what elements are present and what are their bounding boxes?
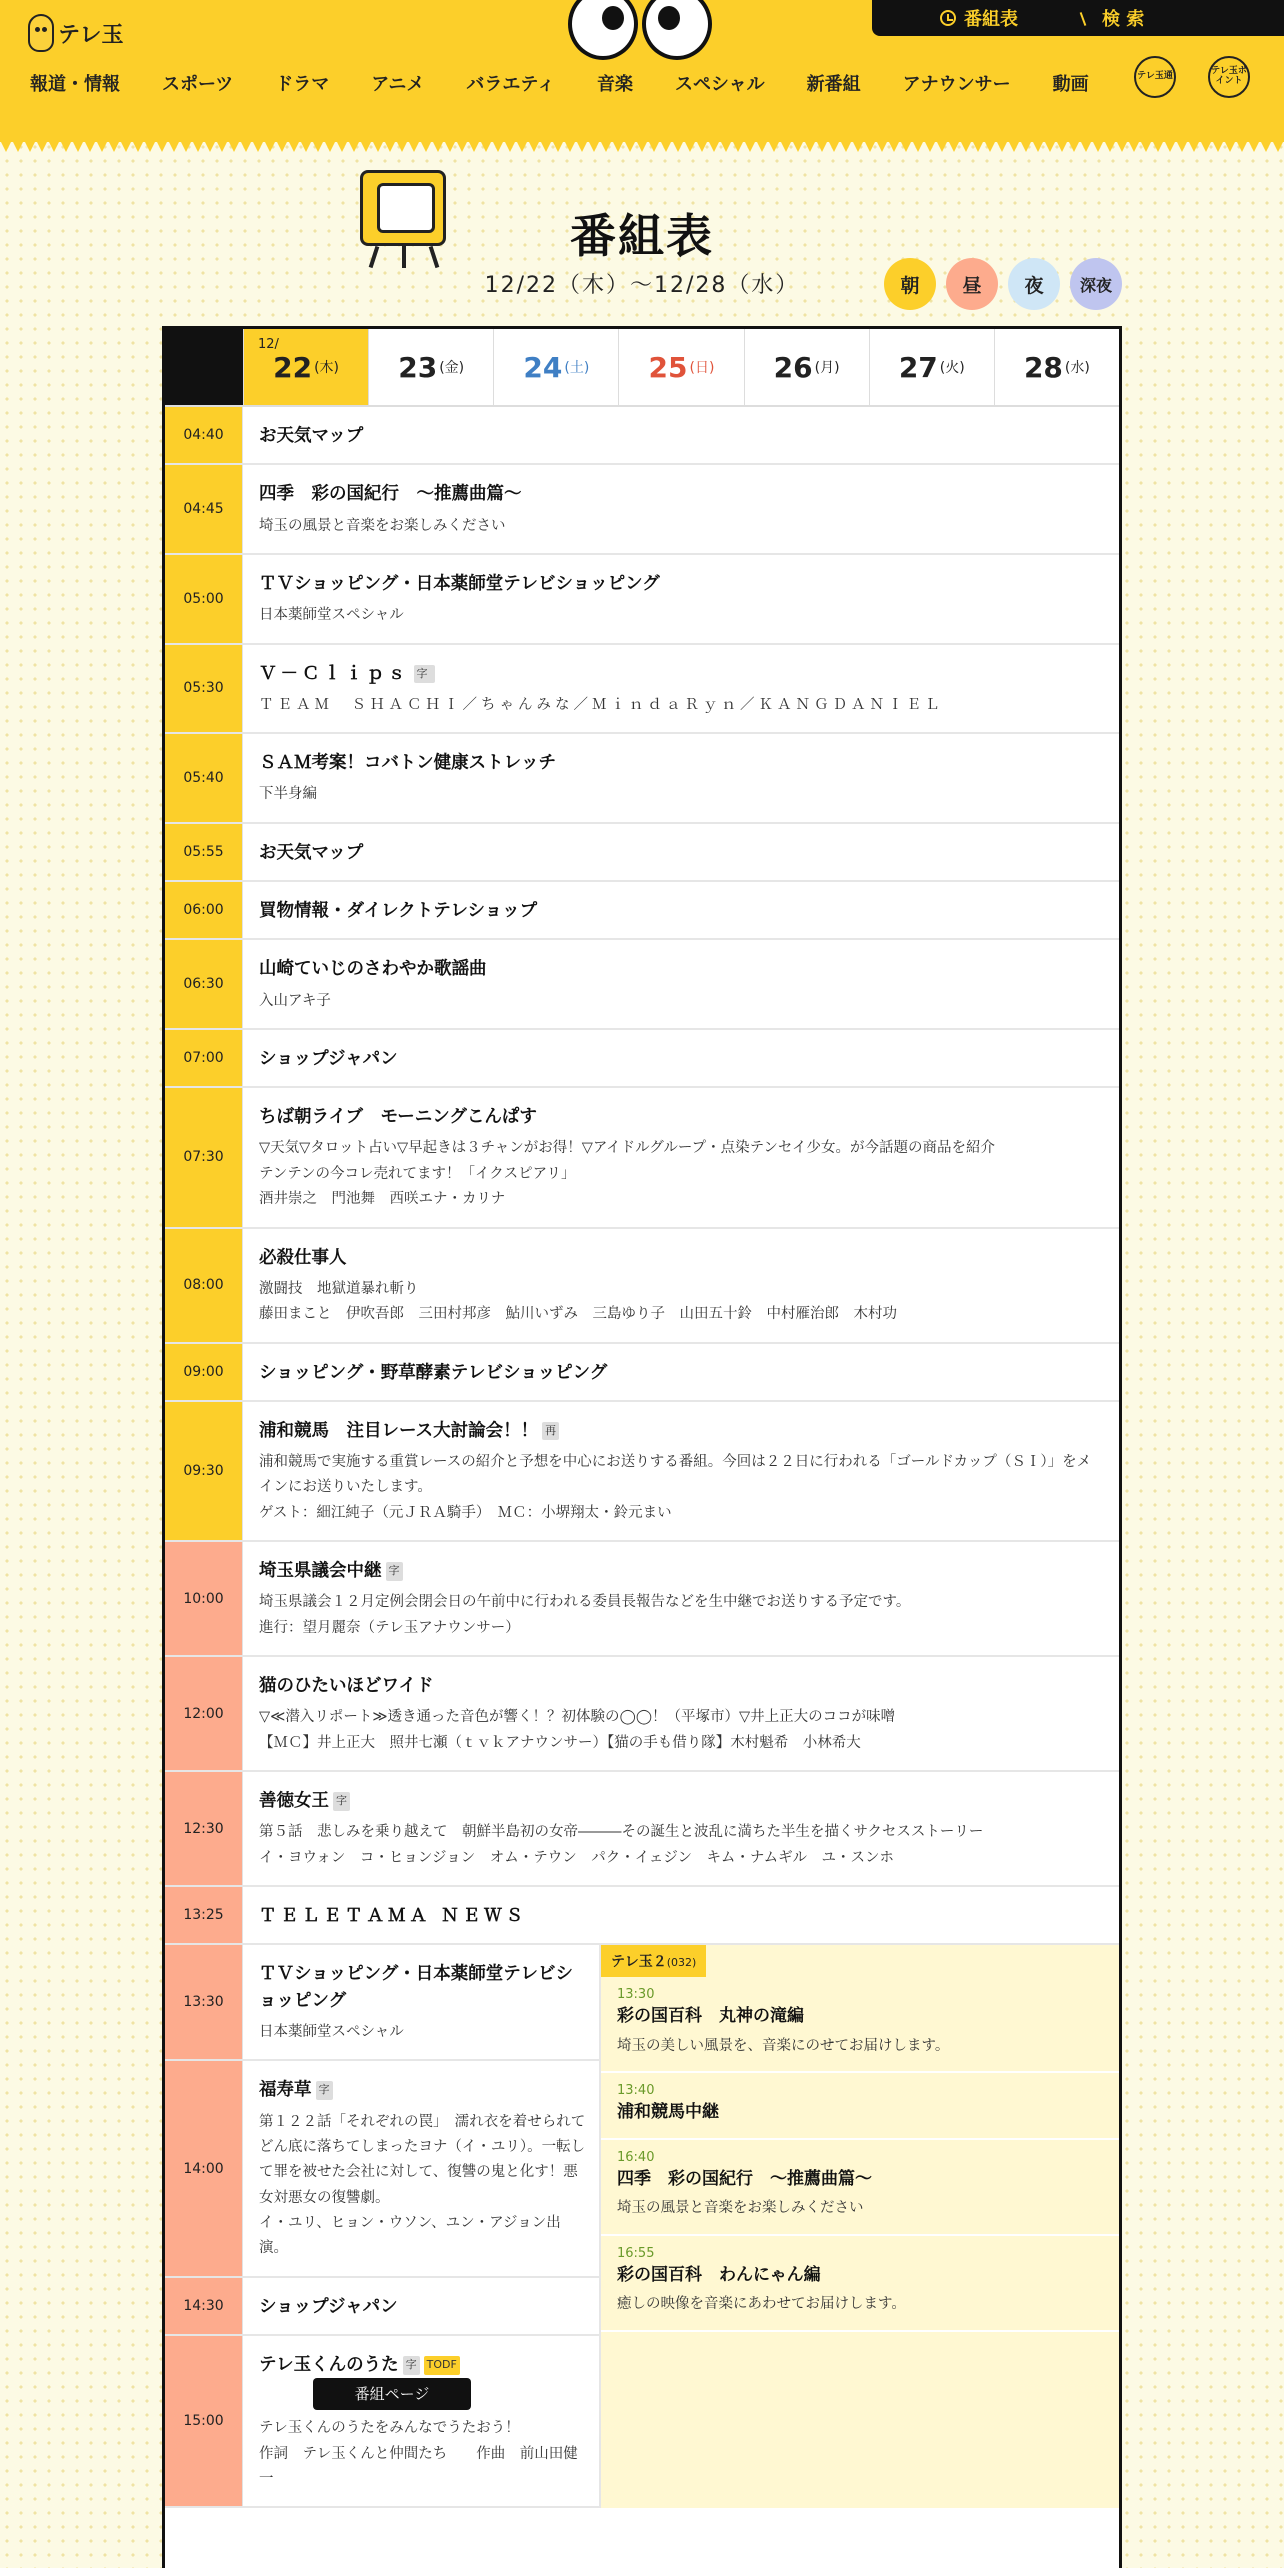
- sub-item-description: 埼玉の美しい風景を、音楽にのせてお届けします。: [617, 2037, 950, 2054]
- day-weekday: (月): [814, 360, 840, 376]
- sub-item-time: 16:40: [617, 2149, 655, 2165]
- program-title[interactable]: [259, 423, 1103, 449]
- program-title-text: 埼玉県議会中継: [259, 1561, 382, 1582]
- logo-text: テレ玉: [58, 22, 124, 48]
- nav-item-3[interactable]: アニメ: [371, 74, 425, 95]
- sub-item-title[interactable]: 彩の国百科 わんにゃん編: [617, 2264, 821, 2285]
- program-title-text: お天気マップ: [259, 426, 364, 446]
- day-number: 26: [773, 350, 813, 384]
- teletama-tsu-icon[interactable]: テレ玉通: [1134, 56, 1176, 98]
- program-title[interactable]: [259, 2294, 589, 2320]
- nav-item-2[interactable]: ドラマ: [275, 74, 330, 95]
- day-weekday: (金): [439, 360, 465, 376]
- program-row[interactable]: [165, 1657, 1119, 1772]
- program-time: 07:00: [165, 1030, 243, 1086]
- sub-item-description: 埼玉の風景と音楽をお楽しみください: [617, 2200, 864, 2217]
- program-description: 入山アキ子: [259, 992, 331, 1009]
- program-time: 08:00: [165, 1229, 243, 1342]
- caption-badge: 字: [333, 1792, 350, 1811]
- sub-channel-label: テレ玉２(032): [601, 1945, 706, 1977]
- teletama-point-icon[interactable]: テレ玉ポイント: [1208, 56, 1250, 98]
- program-row[interactable]: [165, 1344, 1119, 1402]
- program-cell[interactable]: [243, 1542, 1119, 1655]
- program-time: 07:30: [165, 1088, 243, 1226]
- tag-badge: TODF: [424, 2356, 460, 2375]
- day-weekday: (日): [689, 360, 715, 376]
- day-number: 24: [523, 350, 563, 384]
- day-tab-25[interactable]: [618, 329, 743, 405]
- clock-icon: [940, 10, 956, 26]
- program-title[interactable]: [259, 481, 1103, 507]
- program-title[interactable]: [259, 571, 1103, 597]
- program-page-button[interactable]: 番組ページ: [313, 2378, 471, 2410]
- program-time: 12:30: [165, 1772, 243, 1885]
- program-row[interactable]: [165, 1772, 1119, 1887]
- program-cell[interactable]: [243, 824, 1119, 880]
- program-title-text: 必殺仕事人: [259, 1247, 347, 1268]
- day-tab-22[interactable]: [243, 329, 368, 405]
- sub-channel-column: [601, 1945, 1119, 2508]
- sub-item-title[interactable]: 浦和競馬中継: [617, 2102, 719, 2123]
- program-row[interactable]: [165, 940, 1119, 1030]
- program-cell[interactable]: [243, 407, 1119, 463]
- program-time: 05:30: [165, 645, 243, 733]
- day-weekday: (火): [939, 360, 965, 376]
- program-title[interactable]: [259, 1903, 1103, 1929]
- program-title[interactable]: [259, 750, 1103, 776]
- program-title-text: ＴＶショッピング・日本薬師堂テレビショッピング: [259, 1964, 573, 2011]
- program-title[interactable]: [259, 1418, 1103, 1444]
- program-time: 12:00: [165, 1657, 243, 1770]
- site-header: [0, 0, 1284, 142]
- program-cell[interactable]: [243, 1030, 1119, 1086]
- nav-item-5[interactable]: 音楽: [596, 74, 633, 95]
- day-number: 28: [1023, 350, 1063, 384]
- search-button[interactable]: 検 索: [1078, 5, 1144, 31]
- program-description: 激闘技 地獄道暴れ斬り 藤田まこと 伊吹吾郎 三田村邦彦 鮎川いずみ 三島ゆり子 山田五十鈴 中村雁治郎 木村功: [259, 1280, 897, 1323]
- site-logo[interactable]: [28, 14, 124, 52]
- time-button-0[interactable]: 朝: [884, 258, 936, 310]
- program-cell[interactable]: [243, 1088, 1119, 1226]
- nav-item-7[interactable]: 新番組: [806, 74, 861, 95]
- program-row[interactable]: [165, 1030, 1119, 1088]
- day-tab-28[interactable]: [994, 329, 1119, 405]
- sub-item-description: 癒しの映像を音楽にあわせてお届けします。: [617, 2296, 906, 2313]
- program-cell[interactable]: [243, 1945, 599, 2059]
- day-tab-24[interactable]: [493, 329, 618, 405]
- program-table: [162, 326, 1122, 2568]
- program-cell[interactable]: [243, 1657, 1119, 1770]
- day-number: 25: [648, 350, 688, 384]
- schedule-rows: [165, 407, 1119, 1945]
- program-row[interactable]: [165, 1402, 1119, 1542]
- program-time: 05:00: [165, 555, 243, 643]
- program-time: 13:25: [165, 1887, 243, 1943]
- program-title[interactable]: [259, 898, 1103, 924]
- day-weekday: (木): [314, 360, 340, 376]
- day-tab-26[interactable]: [744, 329, 869, 405]
- program-cell[interactable]: [243, 734, 1119, 822]
- program-description: ▽天気▽タロット占い▽早起きは３チャンがお得！▽アイドルグループ・点染テンセイ少女。が今話題の商品を紹介 テンテンの今コレ売れてます！「イクスピアリ」 酒井崇之 門池舞 西咲エナ・カリナ: [259, 1140, 995, 1208]
- program-time: 06:00: [165, 882, 243, 938]
- program-title-text: ショッピング・野草酵素テレビショッピング: [259, 1362, 608, 1383]
- main-nav: [30, 70, 1131, 96]
- program-title[interactable]: [259, 1104, 1103, 1130]
- split-schedule: [165, 1945, 1119, 2508]
- program-row[interactable]: [165, 2336, 601, 2508]
- program-time: 04:45: [165, 465, 243, 553]
- program-title-text: ＳＡＭ考案！コバトン健康ストレッチ: [259, 753, 556, 774]
- program-description: 第１２２話「それぞれの罠」 濡れ衣を着せられてどん底に落ちてしまったヨナ（イ・ユリ）。一転して罪を被せた会社に対して、復讐の鬼と化す！悪女対悪女の復讐劇。 イ・ユリ、ヒョン・ウソン、ユン・アジョン出演。: [259, 2113, 586, 2257]
- program-time: 14:30: [165, 2278, 243, 2334]
- nav-item-9[interactable]: 動画: [1052, 74, 1089, 95]
- program-cell[interactable]: [243, 465, 1119, 553]
- program-title[interactable]: [259, 1961, 589, 2014]
- caption-badge: 字: [316, 2081, 333, 2100]
- sub-channel-item[interactable]: [601, 1977, 1119, 2073]
- program-title-text: 浦和競馬 注目レース大討論会！！: [259, 1420, 539, 1441]
- program-cell[interactable]: [243, 1229, 1119, 1342]
- program-cell[interactable]: [243, 1344, 1119, 1400]
- sub-item-time: 16:55: [617, 2245, 655, 2261]
- sub-channel-item[interactable]: [601, 2236, 1119, 2332]
- program-description: 浦和競馬で実施する重賞レースの紹介と予想を中心にお送りする番組。今回は２２日に行われる「ゴールドカップ（ＳＩ）」をメインにお送りいたします。 ゲスト：細江純子（元ＪＲＡ騎手） ＭＣ：小堺翔太・鈴元まい: [259, 1454, 1092, 1521]
- program-row[interactable]: [165, 1229, 1119, 1344]
- nav-item-1[interactable]: スポーツ: [162, 74, 234, 95]
- caption-badge: 字: [414, 665, 435, 684]
- caption-badge: 字: [403, 2356, 420, 2375]
- day-tab-27[interactable]: [869, 329, 994, 405]
- program-row[interactable]: [165, 1887, 1119, 1945]
- program-title[interactable]: [259, 661, 1103, 687]
- nav-item-6[interactable]: スペシャル: [674, 74, 765, 95]
- program-title[interactable]: [259, 1788, 1103, 1814]
- program-title[interactable]: [259, 2077, 589, 2103]
- program-title[interactable]: [259, 1673, 1103, 1699]
- program-row[interactable]: [165, 824, 1119, 882]
- time-button-1[interactable]: 昼: [946, 258, 998, 310]
- program-row[interactable]: [165, 645, 1119, 735]
- sub-item-title[interactable]: 四季 彩の国紀行 ～推薦曲篇～: [617, 2168, 872, 2189]
- day-weekday: (水): [1064, 360, 1090, 376]
- nav-item-8[interactable]: アナウンサー: [902, 74, 1011, 95]
- day-month: 12/: [258, 337, 279, 352]
- program-title-text: 善徳女王: [259, 1791, 329, 1812]
- program-cell[interactable]: [243, 2278, 599, 2334]
- time-button-3[interactable]: 深夜: [1070, 258, 1122, 310]
- day-number: 27: [898, 350, 938, 384]
- program-title-text: 福寿草: [259, 2080, 312, 2101]
- program-time: 09:30: [165, 1402, 243, 1540]
- program-row[interactable]: [165, 2061, 601, 2278]
- program-cell[interactable]: [243, 940, 1119, 1028]
- program-title-text: 買物情報・ダイレクトテレショップ: [259, 901, 538, 921]
- program-title[interactable]: [259, 1245, 1103, 1271]
- program-cell[interactable]: [243, 882, 1119, 938]
- program-row[interactable]: [165, 2278, 601, 2336]
- time-button-2[interactable]: 夜: [1008, 258, 1060, 310]
- sub-channel-item[interactable]: [601, 2073, 1119, 2140]
- program-cell[interactable]: [243, 645, 1119, 733]
- program-time: 13:30: [165, 1945, 243, 2059]
- program-time: 14:00: [165, 2061, 243, 2276]
- program-row[interactable]: [165, 465, 1119, 555]
- program-cell[interactable]: [243, 2336, 599, 2506]
- sub-item-time: 13:40: [617, 2083, 655, 2099]
- program-title[interactable]: [259, 1360, 1103, 1386]
- program-time: 04:40: [165, 407, 243, 463]
- program-description: 日本薬師堂スペシャル: [259, 2023, 404, 2040]
- program-description: 埼玉県議会１２月定例会閉会日の午前中に行われる委員長報告などを生中継でお送りする予定です。 進行：望月麗奈（テレ玉アナウンサー）: [259, 1594, 911, 1636]
- program-title[interactable]: [259, 956, 1103, 982]
- program-title[interactable]: [259, 1046, 1103, 1072]
- sub-item-time: 13:30: [617, 1987, 655, 2003]
- program-description: テレ玉くんのうたをみんなでうたおう！ 作詞 テレ玉くんと仲間たち 作曲 前山田健一: [259, 2420, 578, 2487]
- table-corner: [165, 329, 243, 405]
- day-number: 23: [398, 350, 438, 384]
- program-title-text: ＴＥＬＥＴＡＭＡ ＮＥＷＳ: [259, 1906, 528, 1927]
- program-title-text: テレ玉くんのうた: [259, 2355, 399, 2375]
- program-title-text: ＴＶショッピング・日本薬師堂テレビショッピング: [259, 573, 660, 594]
- program-title-text: ちば朝ライブ モーニングこんぱす: [259, 1107, 537, 1128]
- sub-channel-items: [601, 1977, 1119, 2331]
- day-weekday: (土): [564, 360, 590, 376]
- program-title-text: Ｖ－Ｃｌｉｐｓ: [259, 663, 410, 684]
- program-description: 埼玉の風景と音楽をお楽しみください: [259, 517, 506, 534]
- program-cell[interactable]: [243, 1887, 1119, 1943]
- program-title[interactable]: [259, 1558, 1103, 1584]
- page-title: 番組表: [570, 209, 714, 263]
- program-title-text: 四季 彩の国紀行 ～推薦曲篇～: [259, 484, 522, 505]
- program-description: ＴＥＡＭ ＳＨＡＣＨＩ／ちゃんみな／ＭｉｎｄａＲｙｎ／ＫＡＮＧＤＡＮＩＥＬ: [259, 696, 944, 713]
- program-title-text: ショップジャパン: [259, 2296, 398, 2317]
- program-row[interactable]: [165, 555, 1119, 645]
- program-row[interactable]: [165, 1945, 601, 2061]
- program-cell[interactable]: [243, 1772, 1119, 1885]
- program-title[interactable]: [259, 840, 1103, 866]
- program-time: 10:00: [165, 1542, 243, 1655]
- program-time: 09:00: [165, 1344, 243, 1400]
- program-cell[interactable]: [243, 555, 1119, 643]
- day-number: 22: [273, 350, 313, 384]
- program-row[interactable]: [165, 882, 1119, 940]
- program-row[interactable]: [165, 734, 1119, 824]
- day-tabs: [165, 329, 1119, 407]
- program-time: 05:40: [165, 734, 243, 822]
- program-description: 下半身編: [259, 786, 317, 803]
- chick-mascot-icon: [28, 14, 54, 52]
- mascot-eyes-icon: [568, 0, 718, 62]
- program-title-text: お天気マップ: [259, 842, 364, 863]
- program-cell[interactable]: [243, 1402, 1119, 1540]
- program-row[interactable]: [165, 407, 1119, 465]
- program-description: ▽≪潜入リポート≫透き通った音色が響く！？初体験の◯◯！（平塚市）▽井上正大のココが味噌 【ＭＣ】井上正大 照井七瀬（ｔｖｋアナウンサー）【猫の手も借り隊】木村魁希 小林希大: [259, 1709, 896, 1751]
- program-description: 日本薬師堂スペシャル: [259, 607, 404, 624]
- top-buttons: [872, 0, 1284, 36]
- program-title-text: 山崎ていじのさわやか歌謡曲: [259, 959, 487, 980]
- program-time: 05:55: [165, 824, 243, 880]
- main-channel-column: [165, 1945, 601, 2508]
- program-title-text: ショップジャパン: [259, 1048, 398, 1069]
- program-row[interactable]: [165, 1542, 1119, 1657]
- sub-channel-item[interactable]: [601, 2140, 1119, 2236]
- sub-item-title[interactable]: 彩の国百科 丸神の滝編: [617, 2006, 804, 2027]
- program-time: 15:00: [165, 2336, 243, 2506]
- day-tab-23[interactable]: [368, 329, 493, 405]
- schedule-button[interactable]: 番組表: [940, 5, 1018, 31]
- nav-item-0[interactable]: 報道・情報: [30, 74, 120, 95]
- nav-item-4[interactable]: バラエティ: [466, 74, 555, 95]
- program-row[interactable]: [165, 1088, 1119, 1228]
- date-range: 12/22（木）〜12/28（水）: [484, 273, 800, 298]
- search-icon: [1078, 10, 1094, 26]
- zigzag-divider: [0, 140, 1284, 154]
- caption-badge: 字: [386, 1562, 403, 1581]
- caption-badge: 再: [542, 1422, 559, 1441]
- program-title-text: 猫のひたいほどワイド: [259, 1676, 434, 1697]
- program-cell[interactable]: [243, 2061, 599, 2276]
- program-time: 06:30: [165, 940, 243, 1028]
- program-title[interactable]: [259, 2352, 589, 2410]
- program-description: 第５話 悲しみを乗り越えて 朝鮮半島初の女帝―――その誕生と波乱に満ちた半生を描くサクセスストーリー イ・ヨウォン コ・ヒョンジョン オム・テウン パク・イェジン キム・ナムギル ユ・スンホ: [259, 1824, 984, 1866]
